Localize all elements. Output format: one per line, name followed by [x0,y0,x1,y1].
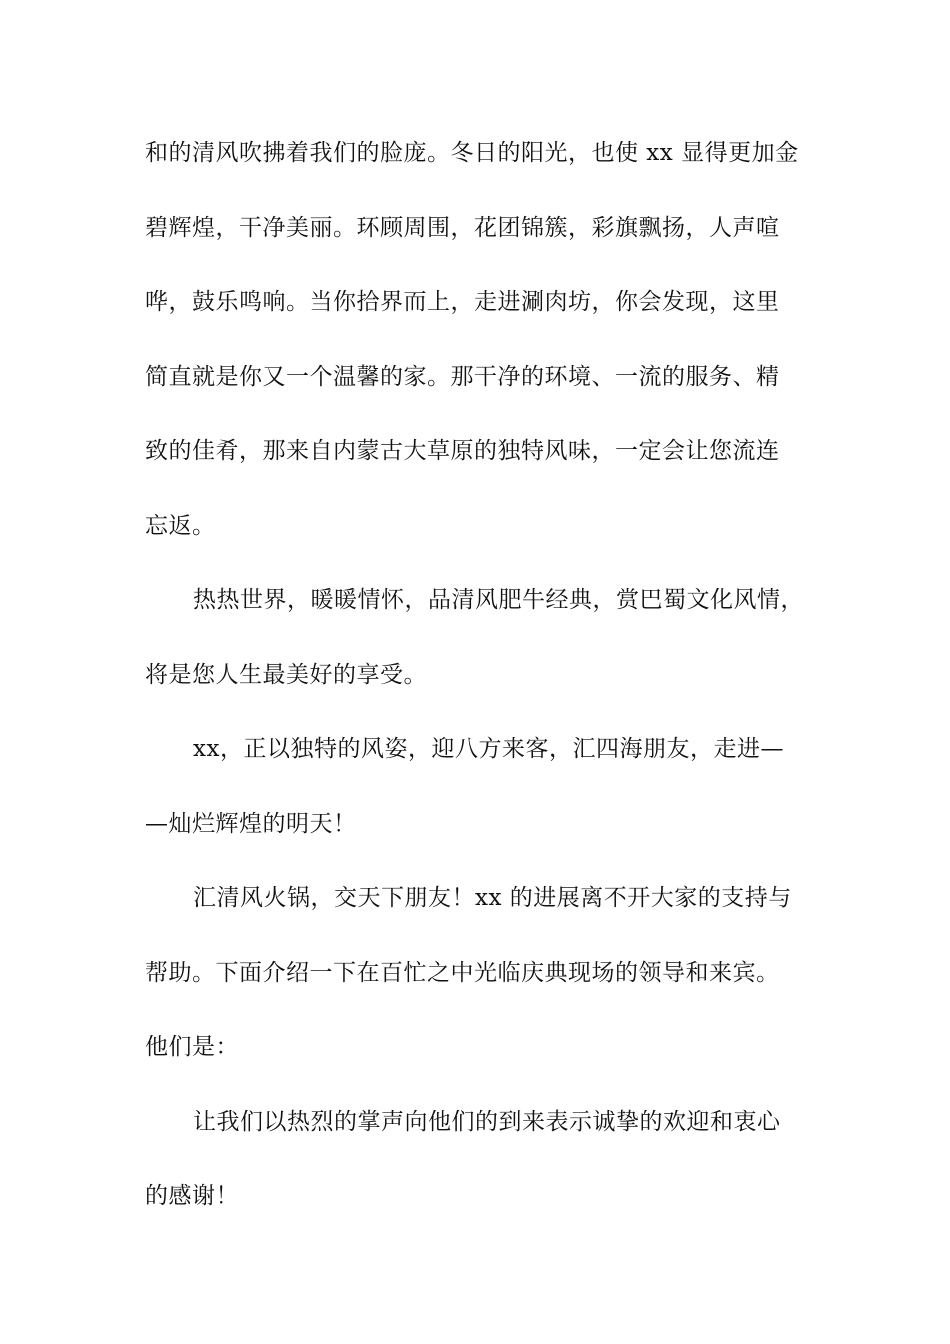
paragraph-start-line: xx，正以独特的风姿，迎八方来客，汇四海朋友，走进— [193,736,784,762]
body-text [145,116,807,1234]
text-line: 帮助。下面介绍一下在百忙之中光临庆典现场的领导和来宾。 [145,959,780,986]
text-line: 忘返。 [145,512,216,539]
text-line: 简直就是你又一个温馨的家。那干净的环境、一流的服务、精 [145,363,780,390]
text-line: —灿烂辉煌的明天！ [145,810,357,837]
text-line: 致的佳肴，那来自内蒙古大草原的独特风味，一定会让您流连 [145,438,780,464]
text-line: 的感谢！ [145,1183,239,1209]
text-line: 将是您人生最美好的享受。 [145,661,427,688]
text-line: 和的清风吹拂着我们的脸庞。冬日的阳光，也使 xx 显得更加金 [145,140,799,166]
paragraph-start-line: 让我们以热烈的掌声向他们的到来表示诚挚的欢迎和衷心 [193,1108,781,1135]
text-line: 碧辉煌，干净美丽。环顾周围，花团锦簇，彩旗飘扬，人声喧 [145,214,780,241]
paragraph-start-line: 热热世界，暖暖情怀，品清风肥牛经典，赏巴蜀文化风情， [193,587,804,613]
text-line: 他们是： [145,1034,239,1060]
text-line: 哗，鼓乐鸣响。当你拾界而上，走进涮肉坊，你会发现，这里 [145,289,780,315]
paragraph-start-line: 汇清风火锅，交天下朋友！xx 的进展离不开大家的支持与 [193,885,792,911]
